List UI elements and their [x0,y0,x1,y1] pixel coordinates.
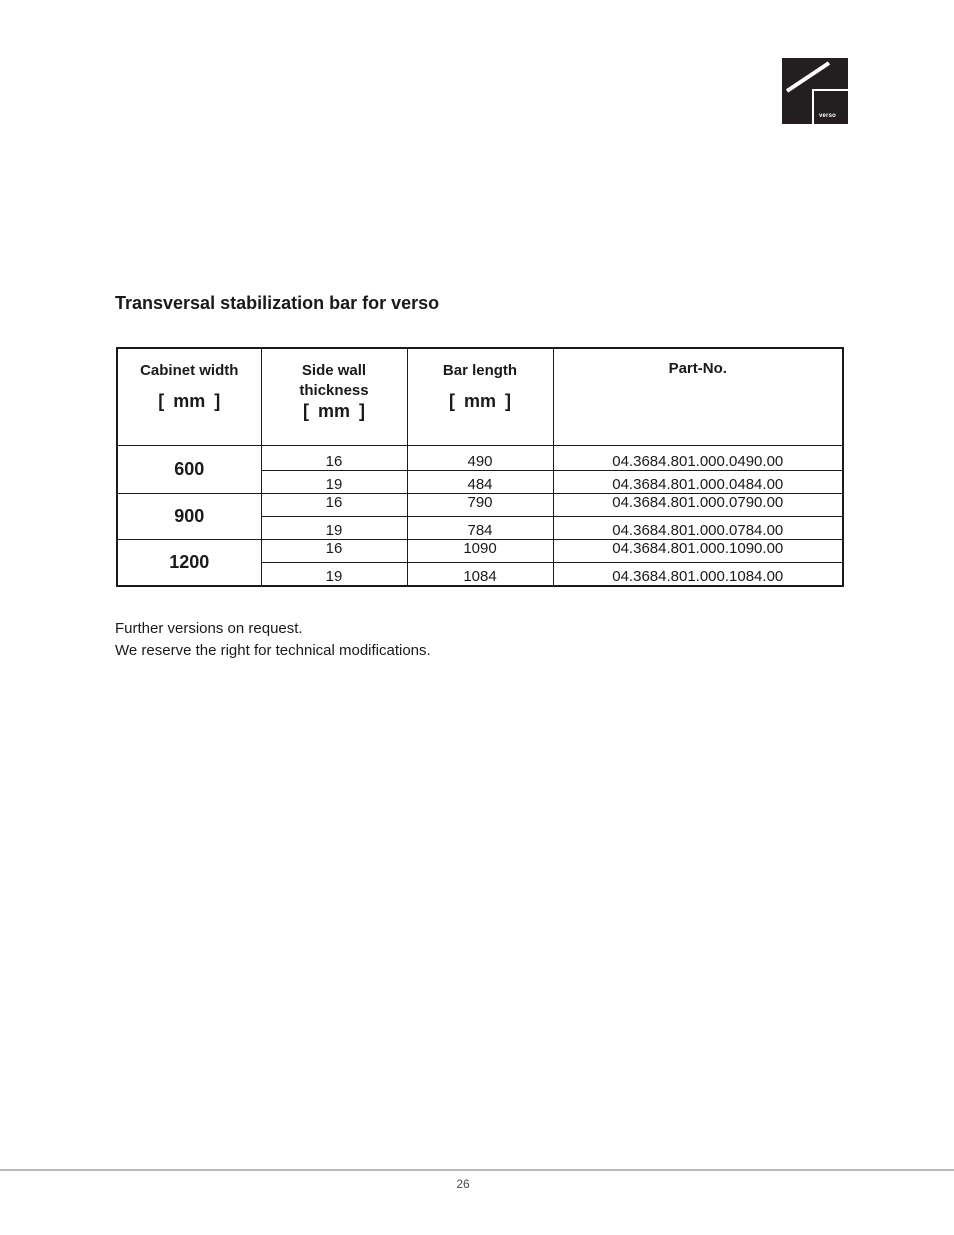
table-header-row [117,348,843,446]
header-cabinet-width-label: Cabinet width [140,362,239,379]
thickness-cell: 16 [261,446,407,471]
thickness-cell: 19 [261,563,407,587]
verso-logo-mark [782,58,848,124]
note-further-versions: Further versions on request. [115,620,303,637]
notes [115,618,431,662]
header-bar-length-label: Bar length [442,362,518,379]
table-row [117,494,843,517]
part-no-cell: 04.3684.801.000.1090.00 [553,540,843,563]
thickness-cell: 16 [261,494,407,517]
header-side-wall-thickness [261,348,407,446]
footer-divider [0,1169,954,1171]
bar-length-cell: 784 [407,517,553,540]
header-side-wall-label-line2: thickness [299,382,369,399]
cabinet-width-cell: 600 [117,446,261,494]
header-side-wall-label-line1: Side wall [301,362,367,379]
cabinet-width-cell: 1200 [117,540,261,587]
note-technical-modifications: We reserve the right for technical modifications. [115,642,431,659]
header-part-no [553,348,843,446]
verso-logo [782,58,848,124]
table-row [117,540,843,563]
thickness-cell: 16 [261,540,407,563]
parts-table [116,347,844,587]
header-bar-length [407,348,553,446]
page-number: 26 [456,1177,470,1191]
part-no-cell: 04.3684.801.000.0484.00 [553,471,843,494]
thickness-cell: 19 [261,471,407,494]
table-row [117,446,843,471]
header-side-wall-unit: [ mm ] [303,401,365,421]
cabinet-width-cell: 900 [117,494,261,540]
header-cabinet-width [117,348,261,446]
logo-text: verso [818,113,836,119]
header-bar-length-unit: [ mm ] [449,391,511,411]
header-cabinet-width-unit: [ mm ] [158,391,221,411]
part-no-cell: 04.3684.801.000.0790.00 [553,494,843,517]
bar-length-cell: 490 [407,446,553,471]
thickness-cell: 19 [261,517,407,540]
part-no-cell: 04.3684.801.000.1084.00 [553,563,843,587]
part-no-cell: 04.3684.801.000.0784.00 [553,517,843,540]
bar-length-cell: 484 [407,471,553,494]
bar-length-cell: 1084 [407,563,553,587]
bar-length-cell: 790 [407,494,553,517]
bar-length-cell: 1090 [407,540,553,563]
header-part-no-label: Part-No. [668,360,727,377]
section-title: Transversal stabilization bar for verso [115,293,440,313]
part-no-cell: 04.3684.801.000.0490.00 [553,446,843,471]
